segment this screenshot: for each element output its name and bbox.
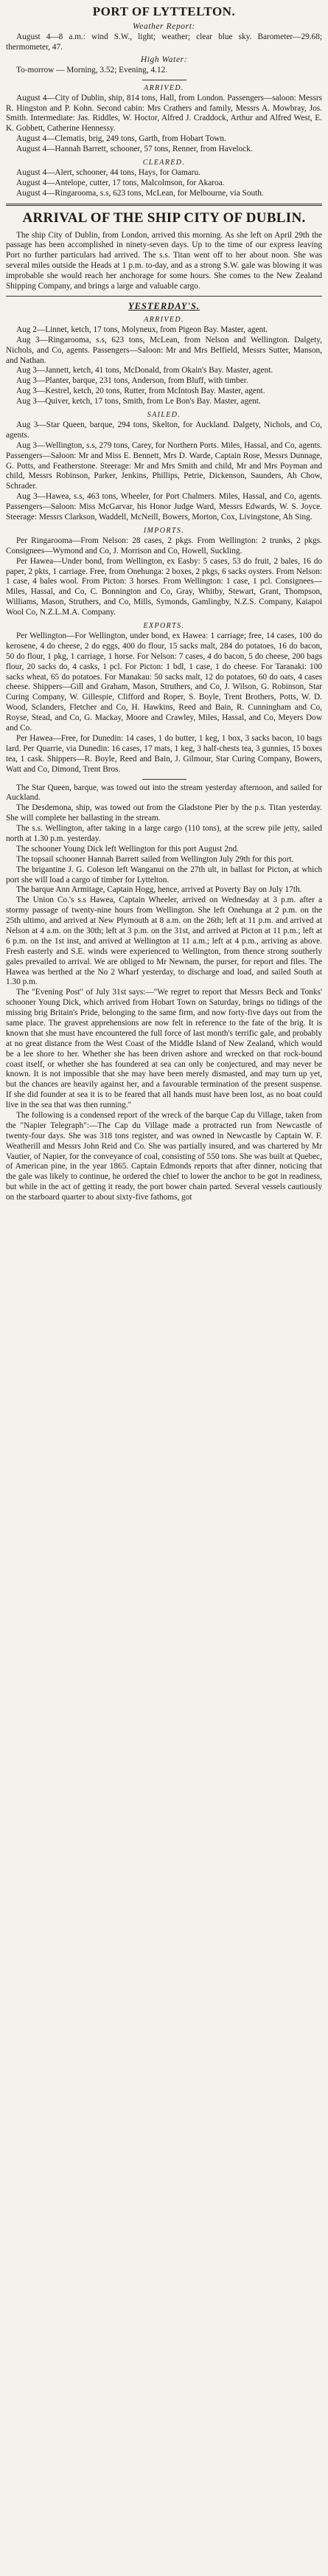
exports-list <box>6 631 322 775</box>
paragraph: The schooner Young Dick left Wellington for this port August 2nd. <box>16 844 239 854</box>
paragraph: The Star Queen, barque, was towed out into the stream yesterday afternoon, and sailed for Auckland. <box>6 783 322 803</box>
arrived-list <box>6 94 322 155</box>
paragraph: Aug 3—Wellington, s.s, 279 tons, Carey, for Northern Ports. Miles, Hassal, and Co, agents. Passengers—Saloon: Mr and Miss E. Bennett, Mrs D. Warde, Captain Rose, Messrs Dunnage, G. Potts, and Featherstone. Steerage: Mr and Mrs Smith and child, Mr and Mrs Poyman and child, Messrs Robinson, Parker, Jenkins, Phillips, Petrie, Dickenson, Saunders, Ah Chow, Schrader. <box>6 440 322 491</box>
imports-heading: IMPORTS. <box>143 526 185 535</box>
cleared-heading: CLEARED. <box>142 159 186 167</box>
paragraph: The barque Ann Armitage, Captain Hogg, hence, arrived at Poverty Bay on July 17th. <box>16 885 302 895</box>
yesterday-sailed-list <box>6 420 322 523</box>
paragraph: Per Wellington—For Wellington, under bond, ex Hawea: 1 carriage; free, 14 cases, 100 do kerosene, 4 do cheese, 2 do eggs, 400 do flour, 15 sacks malt, 284 do potatoes, 16 do bacon, 50 do flour, 1 pkg, 1 carriage, 1 horse. For Nelson: 7 cases, 4 do bacon, 5 do cheese, 200 bags flour, 20 sacks do, 4 casks, 1 pcl. For Picton: 1 bdl, 1 case, 1 do cheese. For Taranaki: 100 sacks wheat, 65 do potatoes. For Manakau: 50 sacks malt, 12 do potatoes, 60 do oats, 4 cases cheese. Shippers—Gill and Graham, Mason, Struthers, and Co, J. Wilson, G. Robinson, Star Curing Company, W. Gillespie, Clifford and Roper, S. Boyle, Trent Brothers, Potts, W. D. Wood, Sclanders, Fletcher and Co, H. Hawkins, Reed and Bain, R. Cunningham and Co, Royse, Stead, and Co, G. Mackay, Moore and Crawley, Miles, Hassal, and Co, Meyers Dow and Co. <box>6 631 322 733</box>
paragraph: The s.s. Wellington, after taking in a large cargo (110 tons), at the screw pile jetty, sailed north at 1.30 p.m. yesterday. <box>6 824 322 843</box>
yesterday-arrived-heading: ARRIVED. <box>144 315 184 324</box>
yesterday-sailed-heading: SAILED. <box>147 411 181 419</box>
paragraph: Aug 3—Planter, barque, 231 tons, Anderson, from Bluff, with timber. <box>16 376 248 386</box>
paragraph: The topsail schooner Hannah Barrett sailed from Wellington July 29th for this port. <box>16 854 294 864</box>
section-divider-2 <box>6 296 322 297</box>
yesterday-arrived-list <box>6 325 322 407</box>
paragraph: Aug 3—Hawea, s.s, 463 tons, Wheeler, for Port Chalmers. Miles, Hassal, and Co, agents. Passengers—Saloon: Miss McGarvar, his Honor Judge Ward, Messrs Edwards, W. S. Joyce. Steerage: Messrs Clarkson, Waddell, McNeill, Bowers, Morton, Cox, Livingstone, Ah Sing. <box>6 492 322 522</box>
paragraph: Per Hawea—Under bond, from Wellington, ex Easby: 5 cases, 53 do fruit, 2 bales, 16 do paper, 2 pkts, 1 carriage. Free, from Onehunga: 2 boxes, 2 pkgs, 6 sacks oysters. From Nelson: 1 case, 4 bales wool. From Picton: 3 horses. From Wellington: 1 case, 1 pcl. Consignees—Miles, Hassal, and Co, C. Bonnington and Co, Gray, Whitby, Stewart, Grant, Thompson, Williams, Mason, Struthers, and Co, Mills, Symonds, Gamlingby, N.Z.S. Company, Kaiapoi Wool Co, N.Z.L.M.A. Company. <box>6 556 322 617</box>
newspaper-column <box>0 0 328 1211</box>
paragraph: August 4—Alert, schooner, 44 tons, Hays, for Oamaru. <box>16 168 200 178</box>
shipping-notes <box>6 783 322 1204</box>
paragraph: Aug 3—Star Queen, barque, 294 tons, Skelton, for Auckland. Dalgety, Nichols, and Co, agents. <box>6 420 322 440</box>
paragraph: Per Hawea—Free, for Dunedin: 14 cases, 1 do butter, 1 keg, 1 box, 3 sacks bacon, 10 bags lard. Per Quarrie, via Dunedin: 16 cases, 17 mats, 1 keg, 3 half-chests tea, 3 gunnies, 15 boxes tea, 1 cask. Shippers—R. Boyle, Reed and Bain, J. Gilmour, Star Curing Company, Bowers, Watt and Co, Dimond, Trent Bros. <box>6 733 322 774</box>
paragraph: August 4—City of Dublin, ship, 814 tons, Hall, from London. Passengers—saloon: Messrs R. Hingston and P. Kohn. Second cabin: Mrs Crathers and family, Messrs A. Mowbray, Jos. Smith. Intermediate: Jas. Riddles, W. Hoctor, Alfred J. Craddock, Arthur and Alfred West, E. K. Gobbett, Catherine Hennessy. <box>6 93 322 134</box>
high-water-heading: High Water: <box>140 55 188 64</box>
paragraph: Aug 2—Linnet, ketch, 17 tons, Molyneux, from Pigeon Bay. Master, agent. <box>16 325 268 334</box>
yesterday-heading: YESTERDAY'S. <box>128 300 200 311</box>
paragraph: Aug 3—Kestrel, ketch, 20 tons, Rutter, from McIntosh Bay. Master, agent. <box>16 387 265 396</box>
divider-3 <box>142 779 186 780</box>
paragraph: August 4—Antelope, cutter, 17 tons, Malcolmson, for Akaroa. <box>16 178 225 187</box>
high-water-text: To-morrow — Morning, 3.52; Evening, 4.12. <box>16 65 168 75</box>
paragraph: Aug 3—Jannett, ketch, 41 tons, McDonald, from Okain's Bay. Master, agent. <box>16 366 273 375</box>
paragraph: The Union Co.'s s.s Hawea, Captain Wheeler, arrived on Wednesday at 3 p.m. after a stormy passage of twenty-nine hours from Wellington. She left Onehunga at 2 p.m. on the 25th ultimo, and arrived at New Plymouth at 8 a.m. on the 26th; left at 11 p.m. and arrived at Nelson at 4 a.m. on the 30th; left at 3 p.m. on the 31st, and arrived at Picton at 11 p.m.; left at 6 p.m. on the 1st inst, and arrived at Wellington at 11 a.m.; left at 4 p.m., arriving as above. Fresh easterly and S.E. winds were experienced to Wellington, from thence strong southerly gales prevailed to arrival. We are obliged to Mr Newnam, the purser, for report and files. The Hawea was berthed at the No 2 Wharf yesterday, to discharge and load, and sailed South at 1.30 p.m. <box>6 896 322 987</box>
paragraph: The brigantine J. G. Coleson left Wanganui on the 27th ult, in ballast for Picton, at which port she will load a cargo of timber for Lyttelton. <box>6 865 322 884</box>
paragraph: August 4—Hannah Barrett, schooner, 57 tons, Renner, from Havelock. <box>16 145 253 154</box>
imports-list <box>6 536 322 618</box>
arrival-article <box>6 231 322 292</box>
paragraph: Aug 3—Quiver, ketch, 17 tons, Smith, from Le Bon's Bay. Master, agent. <box>16 397 261 406</box>
paragraph: The "Evening Post" of July 31st says:—"We regret to report that Messrs Beck and Tonks' schooner Young Dick, which arrived from Hobart Town on Saturday, brings no tidings of the missing brig Britain's Pride, belonging to the same firm, and now forty-five days out from the same place. The gravest apprehensions are now felt in reference to the fate of the brig. It is known that she must have encountered the full force of last month's terrific gale, and probably at no great distance from the West Coast of the Middle Island of New Zealand, which would be a lee shore to her. Whether she has been driven ashore and wrecked on that rock-bound coast itself, or whether she has foundered at sea can only be conjectured, and may never be known. It is not impossible that she may have been merely dismasted, and may turn up yet, but the chances are heavily against her, and a favourable termination of the present suspense. If she did founder at sea it is to be feared that all hands must have been lost, as no boat could live in the sea that was then running." <box>6 988 322 1110</box>
paragraph: The ship City of Dublin, from London, arrived this morning. As she left on April 29th the passage has been accomplished in ninety-seven days. Up to the time of our express leaving Port no further particulars had arrived. The s.s. Titan went off to her about noon. She was several miles outside the Heads at 1 p.m. to-day, and as a strong S.W. gale was blowing it was improbable she would reach her anchorage for some hours. She comes to the New Zealand Shipping Company, and brings a large and valuable cargo. <box>6 230 322 291</box>
paragraph: Per Ringarooma—From Nelson: 28 cases, 2 pkgs. From Wellington: 2 trunks, 2 pkgs. Consignees—Wymond and Co, J. Morrison and Co, Howell, Suckling. <box>6 536 322 555</box>
paragraph: Aug 3—Ringarooma, s.s, 623 tons, McLean, from Nelson and Wellington. Dalgety, Nichols, and Co, agents. Passengers—Saloon: Mr and Mrs Belfield, Messrs Sutter, Manson, and Nathan. <box>6 335 322 365</box>
exports-heading: EXPORTS. <box>143 622 185 631</box>
weather-text: August 4—8 a.m.: wind S.W., light; weather; clear blue sky. Barometer—29.68; thermometer, 47. <box>6 32 322 52</box>
cleared-list <box>6 168 322 199</box>
arrived-heading: ARRIVED. <box>144 83 184 92</box>
port-header: PORT OF LYTTELTON. <box>92 4 236 18</box>
arrival-headline: ARRIVAL OF THE SHIP CITY OF DUBLIN. <box>22 210 306 226</box>
paragraph: August 4—Ringarooma, s.s, 623 tons, McLean, for Melbourne, via South. <box>16 188 264 198</box>
paragraph: The following is a condensed report of the wreck of the barque Cap du Village, taken from the "Napier Telegraph":—The Cap du Village made a protracted run from Newcastle of twenty-four days. She was 318 tons register, and was owned in Newcastle by Captain W. F. Weatherill and Messrs John Reid and Co. She was partially insured, and was chartered by Mr Vautier, of Napier, for the conveyance of coal, consisting of 550 tons. She was built at Quebec, of American pine, in the year 1865. Captain Edmonds reports that after dinner, noticing that the gale was likely to continue, he ordered the chief to lower the anchor to be got in readiness, but while in the act of getting it ready, the port bower chain parted. Several vessels cautiously on the starboard quarter to about sixty-five fathoms, got <box>6 1111 322 1202</box>
paragraph: The Desdemona, ship, was towed out from the Gladstone Pier by the p.s. Titan yesterday. She will complete her ballasting in the stream. <box>6 803 322 823</box>
weather-heading: Weather Report: <box>133 22 195 31</box>
paragraph: August 4—Clematis, brig, 249 tons, Garth, from Hobart Town. <box>16 134 226 144</box>
section-divider <box>6 204 322 206</box>
